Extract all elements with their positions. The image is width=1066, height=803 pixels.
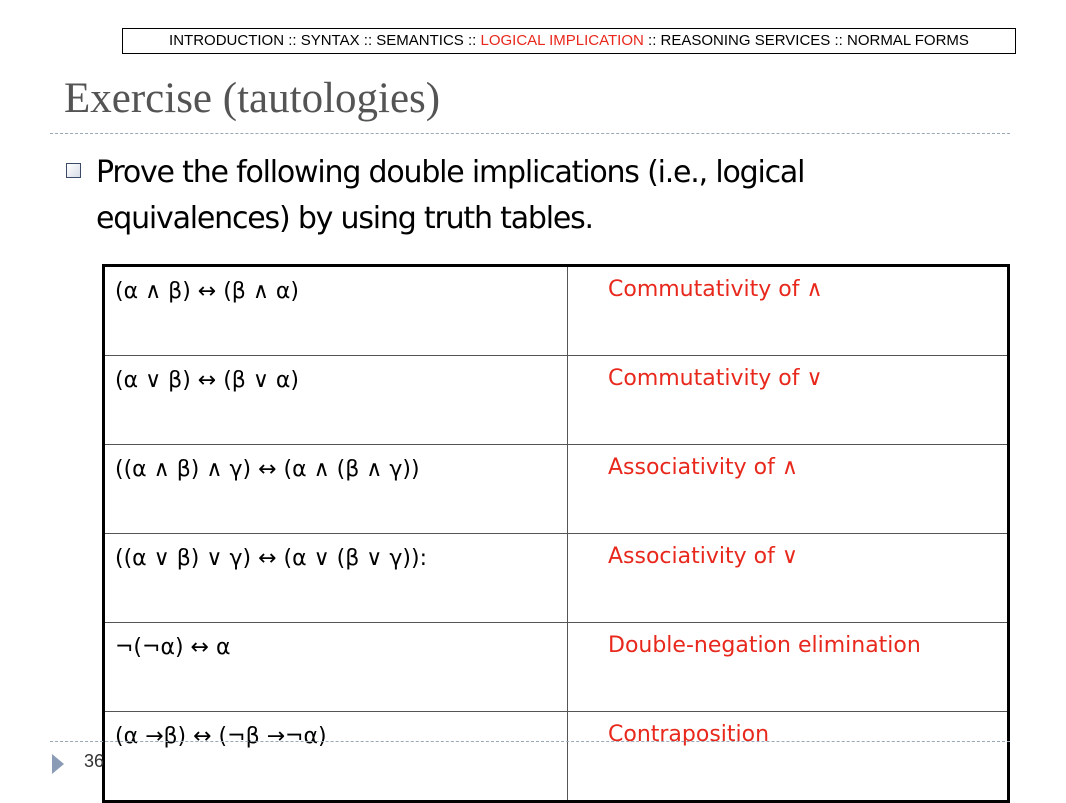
- nav-separator: ::: [463, 32, 481, 49]
- formula-cell: (α ∧ β) ↔ (β ∧ α): [104, 266, 568, 356]
- nav-item-introduction[interactable]: INTRODUCTION: [169, 32, 285, 49]
- law-name-cell: Associativity of ∧: [568, 445, 1009, 534]
- nav-item-logical-implication[interactable]: LOGICAL IMPLICATION: [480, 32, 644, 49]
- table-row: [104, 445, 1009, 534]
- nav-separator: ::: [359, 32, 377, 49]
- footer-divider: [50, 741, 1010, 742]
- section-navbar: [122, 28, 1016, 54]
- table-row: [104, 712, 1009, 802]
- play-arrow-icon: [52, 754, 64, 774]
- law-name-cell: Double-negation elimination: [568, 623, 1009, 712]
- square-bullet-icon: [66, 163, 81, 178]
- bullet-text: Prove the following double implications (i.e., logical equivalences) by using truth tables.: [96, 155, 805, 236]
- formula-cell: ¬(¬α) ↔ α: [104, 623, 568, 712]
- law-name-cell: Contraposition: [568, 712, 1009, 802]
- nav-separator: ::: [284, 32, 301, 49]
- table-row: [104, 356, 1009, 445]
- nav-separator: ::: [830, 32, 847, 49]
- table-row: [104, 623, 1009, 712]
- nav-item-semantics[interactable]: SEMANTICS: [376, 32, 464, 49]
- formula-cell: ((α ∧ β) ∧ γ) ↔ (α ∧ (β ∧ γ)): [104, 445, 568, 534]
- law-name-cell: Commutativity of ∧: [568, 266, 1009, 356]
- nav-item-normal-forms[interactable]: NORMAL FORMS: [846, 32, 969, 49]
- law-name-cell: Commutativity of ∨: [568, 356, 1009, 445]
- nav-separator: ::: [643, 32, 661, 49]
- formula-cell: ((α ∨ β) ∨ γ) ↔ (α ∨ (β ∨ γ)):: [104, 534, 568, 623]
- title-divider: [50, 133, 1010, 134]
- table-row: [104, 534, 1009, 623]
- nav-item-reasoning-services[interactable]: REASONING SERVICES: [660, 32, 831, 49]
- table-row: [104, 266, 1009, 356]
- nav-item-syntax[interactable]: SYNTAX: [300, 32, 360, 49]
- formula-cell: (α →β) ↔ (¬β →¬α): [104, 712, 568, 802]
- formula-cell: (α ∨ β) ↔ (β ∨ α): [104, 356, 568, 445]
- page-number: 36: [84, 751, 105, 771]
- law-name-cell: Associativity of ∨: [568, 534, 1009, 623]
- equivalence-table: [102, 264, 1010, 803]
- slide-title: Exercise (tautologies): [64, 75, 441, 122]
